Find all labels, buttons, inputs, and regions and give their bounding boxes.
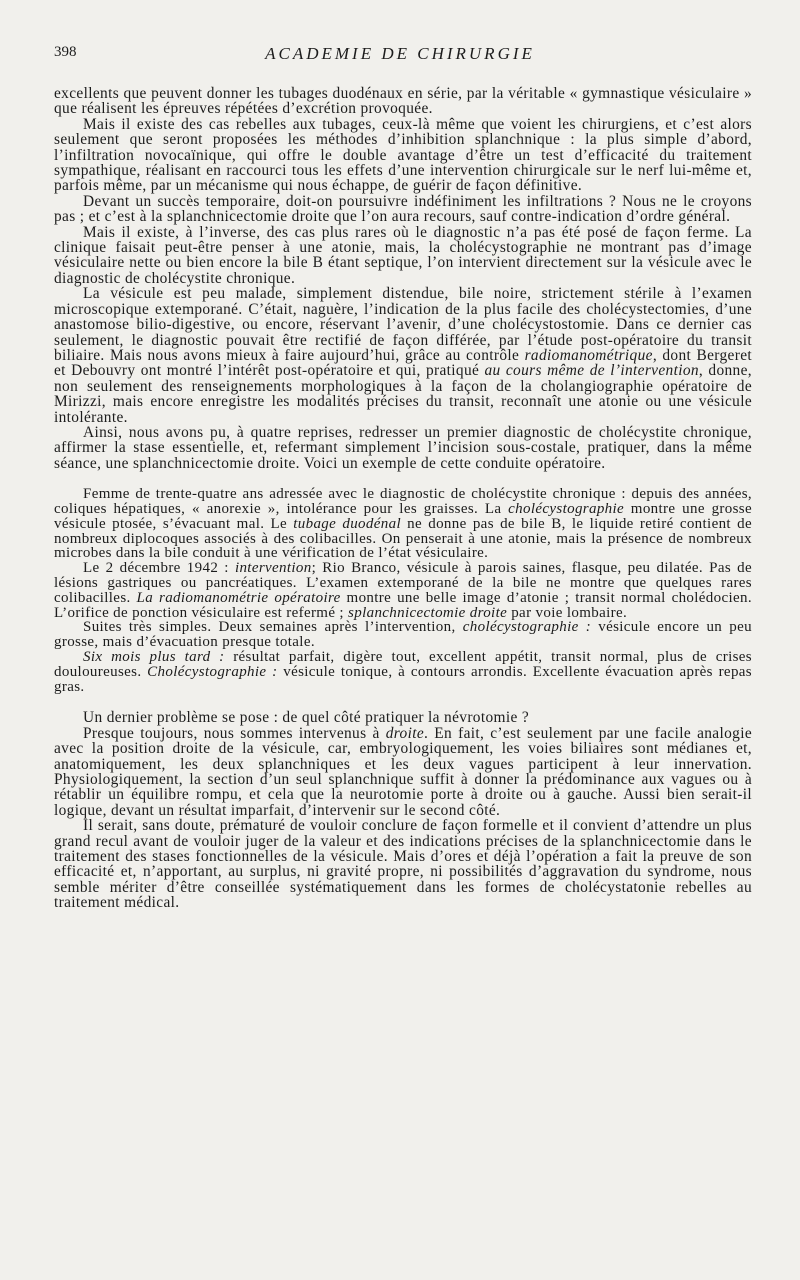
- italic-term: intervention: [234, 560, 312, 577]
- running-head: ACADEMIE DE CHIRURGIE: [265, 44, 535, 63]
- text-run: ; Rio Branco, vésicule à parois saines, flasque, peu dilatée. Pas de lésions gastriques ou pancréatiques. L’examen extemporané de la bile ne montre que quelques rares colibacilles.: [54, 560, 752, 606]
- text-run: Suites très simples. Deux semaines après l’intervention,: [83, 619, 463, 636]
- paragraph: Un dernier problème se pose : de quel côté pratiquer la névrotomie ?: [83, 709, 530, 727]
- article-body: [54, 86, 752, 911]
- page-header: [54, 44, 746, 66]
- italic-term: radiomanométrique: [524, 346, 653, 364]
- text-run: Le 2 décembre 1942 :: [83, 560, 235, 577]
- italic-term: La radiomanométrie opératoire: [136, 589, 341, 606]
- text-run: montre une belle image d’atonie ; transit normal cholédocien. L’orifice de ponction vésiculaire est refermé ;: [54, 589, 752, 621]
- italic-term: tubage duodénal: [293, 515, 401, 532]
- case-report-paragraph: [54, 650, 752, 694]
- italic-term: droite: [385, 724, 425, 742]
- text-run: . En fait, c’est seulement par une facile analogie avec la position droite de la vésicule, car, embryologiquement, les voies biliaires sont médianes et, anatomiquement, les deux splanchniques et les deux vagues participent à leur innervation. Physiologiquement, la section d’un seul splanchnique suffit à donner la prédominance aux vagues ou à rétablir un équilibre rompu, et cela que la neurotomie porte à droite ou à gauche. Aussi bien serait-il logique, devant un résultat imparfait, d’intervenir sur le second côté.: [54, 724, 752, 819]
- paragraph: Il serait, sans doute, prématuré de vouloir conclure de façon formelle et il convient d’attendre un plus grand recul avant de vouloir juger de la valeur et des indications précises de la splanchnicectomie dans le traitement des stases fonctionnelles de la vésicule. Mais d’ores et déjà l’opération a fait la preuve de son efficacité et, n’apportant, au surplus, ni gravité propre, ni possibilités d’aggravation du syndrome, nous semble mériter d’être conseillée systématiquement dans les formes de cholécystatonie rebelles au traitement médical.: [54, 817, 752, 912]
- text-run: vésicule encore un peu grosse, mais d’évacuation presque totale.: [54, 619, 752, 651]
- text-run: La vésicule est peu malade, simplement distendue, bile noire, strictement stérile à l’examen microscopique extemporané. C’était, naguère, l’indication de la plus facile des cholécystectomies, d’une anastomose bilio-digestive, ou encore, réservant l’avenir, d’une cholécystostomie. Dans ce dernier cas seulement, le diagnostic pouvait être rectifié de façon différée, par l’étude post-opératoire du transit biliaire. Mais nous avons mieux à faire aujourd’hui, grâce au contrôle: [54, 285, 752, 364]
- text-run: par voie lombaire.: [507, 604, 628, 621]
- paragraph: Mais il existe, à l’inverse, des cas plus rares où le diagnostic n’a pas été posé de façon ferme. La clinique faisait peut-être penser à une atonie, mais, la cholécystographie ne montrant pas d’image vésiculaire nette ou bien encore la bile B étant septique, l’on intervient directement sur la vésicule avec le diagnostic de cholécystite chronique.: [54, 223, 752, 287]
- case-report-paragraph: [54, 561, 752, 620]
- text-run: résultat parfait, digère tout, excellent appétit, transit normal, plus de crises douloureuses.: [54, 648, 752, 680]
- text-run: , donne, non seulement des renseignements morphologiques à la façon de la cholangiographie opératoire de Mirizzi, mais encore enregistre les modalités précises du transit, reconnaît une atonie ou une vésicule intolérante.: [54, 362, 752, 426]
- text-run: ne donne pas de bile B, le liquide retiré contient de nombreux diplocoques associés à des colibacilles. On penserait à une atonie, mais la présence de nombreux microbes dans la bile conduit à une vérification de l’état vésiculaire.: [54, 515, 752, 562]
- text-run: vésicule tonique, à contours arrondis. Excellente évacuation après repas gras.: [54, 663, 752, 695]
- paragraph: Devant un succès temporaire, doit-on poursuivre indéfiniment les infiltrations ? Nous ne le croyons pas ; et c’est à la splanchnicectomie droite que l’on aura recours, sauf contre-indication d’ordre général.: [54, 192, 752, 226]
- case-report-paragraph: [54, 620, 752, 650]
- italic-term: Cholécystographie :: [147, 663, 278, 680]
- paragraph: Mais il existe des cas rebelles aux tubages, ceux-là même que voient les chirurgiens, et c’est alors seulement que seront proposées les méthodes d’inhibition splanchnique : la plus simple d’abord, l’infiltration novocaïnique, qui offre le double avantage d’être un test d’efficacité du traitement sympathique, réalisant en raccourci tous les effets d’une intervention chirurgicale sur le nerf lui-même et, parfois même, par un mécanisme qui nous échappe, de guérir de façon définitive.: [54, 115, 752, 195]
- text-run: , dont Bergeret et Debouvry ont montré l’intérêt post-opératoire et qui, pratiqué: [54, 346, 752, 380]
- text-run: Femme de trente-quatre ans adressée avec le diagnostic de cholécystite chronique : depuis des années, coliques hépatiques, « anorexie », intolérance pour les graisses. La: [54, 486, 752, 517]
- paragraph: Ainsi, nous avons pu, à quatre reprises, redresser un premier diagnostic de cholécystite chronique, affirmer la stase essentielle, et, refermant simplement l’incision sous-costale, pratiquer, dans la même séance, une splanchnicectomie droite. Voici un exemple de cette conduite opératoire.: [54, 423, 752, 472]
- italic-term: cholécystographie :: [462, 619, 592, 636]
- paragraph: [54, 286, 752, 425]
- italic-term: au cours même de l’intervention: [484, 362, 699, 380]
- text-run: Presque toujours, nous sommes intervenus à: [83, 724, 386, 742]
- paragraph: [54, 726, 752, 818]
- page-number: 398: [54, 44, 77, 60]
- text-run: montre une grosse vésicule ptosée, s’évacuant mal. Le: [54, 500, 752, 532]
- paragraph: excellents que peuvent donner les tubages duodénaux en série, par la véritable « gymnastique vésiculaire » que réalisent les épreuves répétées d’excrétion provoquée.: [54, 85, 752, 118]
- italic-term: splanchnicectomie droite: [348, 604, 508, 621]
- case-report-paragraph: [54, 487, 752, 561]
- italic-term: cholécystographie: [508, 500, 625, 517]
- italic-term: Six mois plus tard :: [83, 648, 225, 665]
